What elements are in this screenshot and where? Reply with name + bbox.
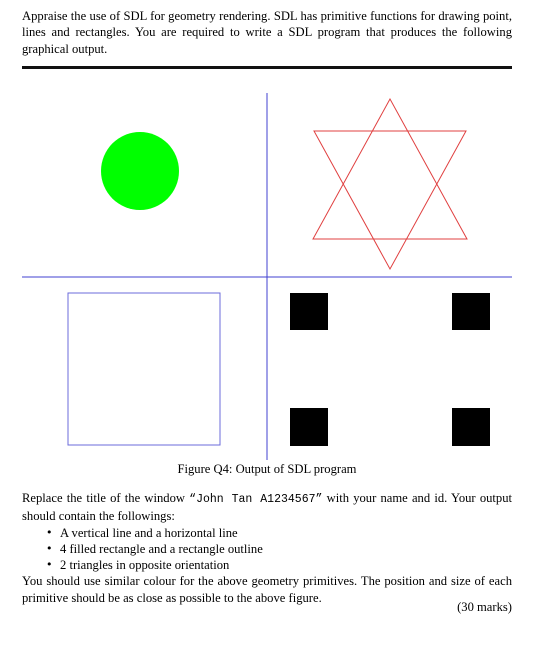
filled-rect-bottom-left (290, 408, 328, 446)
list-item: • 2 triangles in opposite orientation (46, 557, 512, 573)
close-icon[interactable]: ✕ (489, 71, 502, 89)
filled-rect-top-left (290, 293, 328, 330)
window-title-code: “John Tan A1234567” (189, 493, 323, 506)
sdl-window (22, 69, 512, 460)
list-item: • 4 filled rectangle and a rectangle outline (46, 541, 512, 557)
figure-caption: Figure Q4: Output of SDL program (177, 462, 357, 476)
marks-label: (30 marks) (457, 600, 512, 614)
question-intro: Appraise the use of SDL for geometry rendering. SDL has primitive functions for drawing point, lines and rectangles. You are required to write a SDL program that produces the following graphical output. (22, 9, 512, 56)
instructions-text-a: Replace the title of the window (22, 491, 190, 505)
filled-rect-bottom-right (452, 408, 490, 446)
filled-rect-top-right (452, 293, 490, 330)
instructions-text-b: with your name and id. Your output should contain the followings: (22, 491, 513, 524)
rectangle-outline (68, 293, 220, 445)
triangle-down (314, 131, 466, 269)
requirements-list (22, 525, 512, 574)
instructions-closing: You should use similar colour for the above geometry primitives. The position and size of each primitive should be as close as possible to the above figure. (22, 574, 512, 605)
instructions-intro (22, 490, 512, 525)
instructions (22, 490, 512, 606)
window-title: John Tan A1234567 (40, 75, 115, 85)
minimize-icon[interactable]: — (418, 70, 431, 85)
filled-circle (101, 132, 179, 210)
triangle-up (313, 99, 467, 239)
list-item: • A vertical line and a horizontal line (46, 525, 512, 541)
render-canvas (22, 69, 512, 460)
